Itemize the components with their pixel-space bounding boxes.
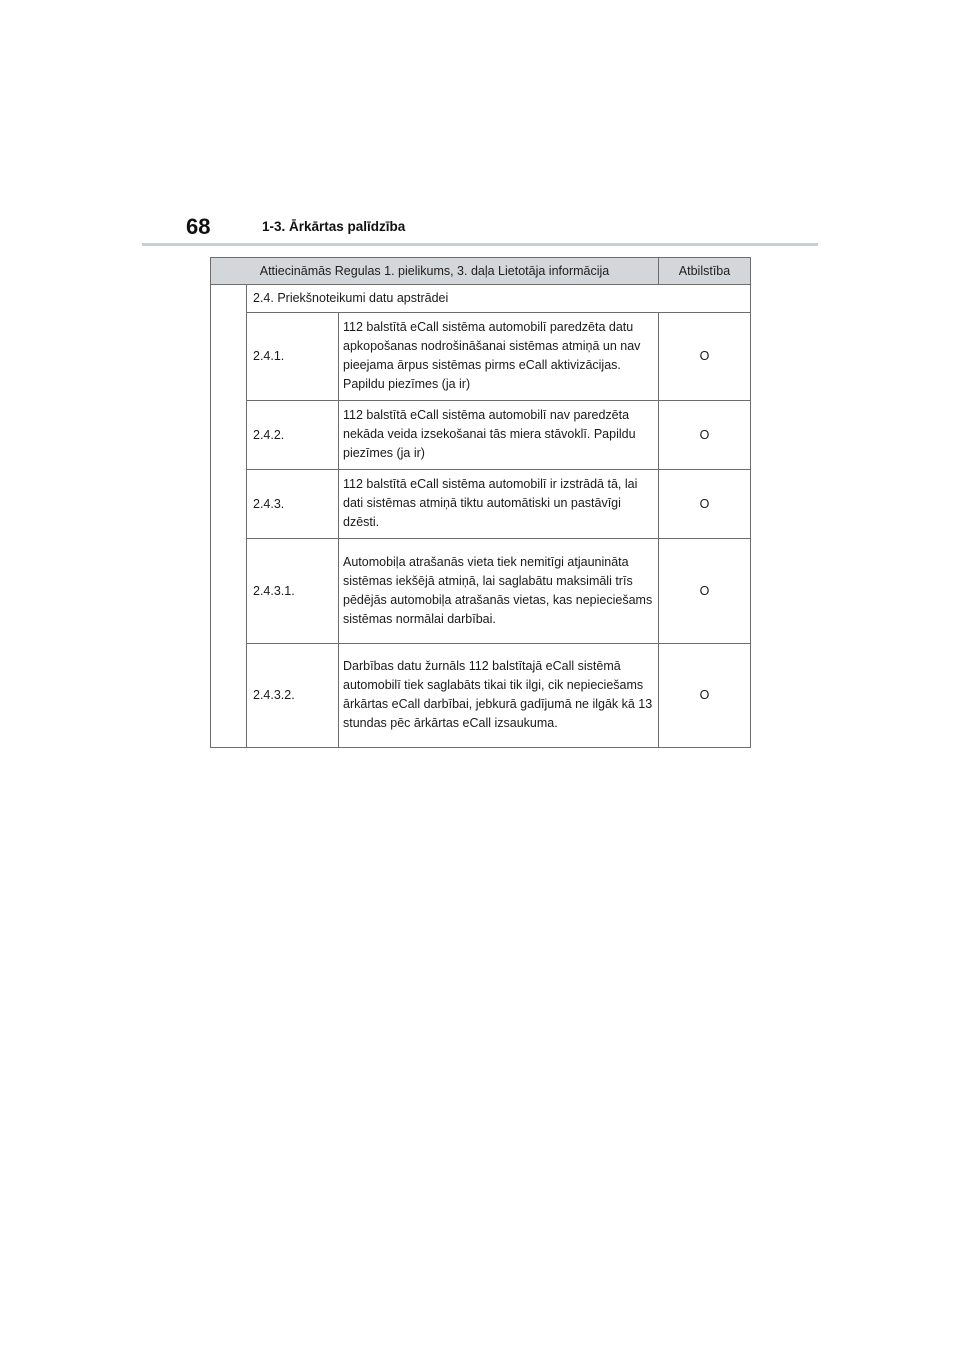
header-divider <box>142 243 818 246</box>
row-conformity: O <box>659 539 751 644</box>
row-description: Automobiļa atrašanās vieta tiek nemitīgi atjaunināta sistēmas iekšējā atmiņā, lai saglabātu maksimāli trīs pēdējās automobiļa atrašanās vietas, kas nepieciešams sistēmas normālai darbībai. <box>339 539 659 644</box>
row-description: 112 balstītā eCall sistēma automobilī paredzēta datu apkopošanas nodrošināšanai sistēmas atmiņā un nav pieejama ārpus sistēmas pirms eCall aktivizācijas. Papildu piezīmes (ja ir) <box>339 313 659 401</box>
table-row <box>211 401 751 470</box>
row-conformity: O <box>659 470 751 539</box>
column-header-conformity: Atbilstība <box>659 258 751 285</box>
section-label: 2.4. Priekšnoteikumi datu apstrādei <box>247 285 751 313</box>
page-number: 68 <box>186 214 211 239</box>
row-description: Darbības datu žurnāls 112 balstītajā eCall sistēmā automobilī tiek saglabāts tikai tik ilgi, cik nepieciešams ārkārtas eCall darbībai, jebkurā gadījumā ne ilgāk kā 13 stundas pēc ārkārtas eCall izsaukuma. <box>339 644 659 748</box>
row-description: 112 balstītā eCall sistēma automobilī nav paredzēta nekāda veida izsekošanai tās miera stāvoklī. Papildu piezīmes (ja ir) <box>339 401 659 470</box>
table-row <box>211 539 751 644</box>
row-conformity: O <box>659 644 751 748</box>
section-title: 1-3. Ārkārtas palīdzība <box>262 219 406 234</box>
row-number: 2.4.3. <box>247 470 339 539</box>
table-section-row <box>211 285 751 313</box>
row-number: 2.4.3.1. <box>247 539 339 644</box>
indent-cell <box>211 285 247 748</box>
table-header-row <box>211 258 751 285</box>
table-row <box>211 313 751 401</box>
row-number: 2.4.3.2. <box>247 644 339 748</box>
row-conformity: O <box>659 401 751 470</box>
row-number: 2.4.1. <box>247 313 339 401</box>
table-row <box>211 644 751 748</box>
table-row <box>211 470 751 539</box>
row-description: 112 balstītā eCall sistēma automobilī ir izstrādā tā, lai dati sistēmas atmiņā tiktu automātiski un pastāvīgi dzēsti. <box>339 470 659 539</box>
ecall-data-table <box>210 257 751 748</box>
column-header-information: Attiecināmās Regulas 1. pielikums, 3. daļa Lietotāja informācija <box>211 258 659 285</box>
row-conformity: O <box>659 313 751 401</box>
row-number: 2.4.2. <box>247 401 339 470</box>
